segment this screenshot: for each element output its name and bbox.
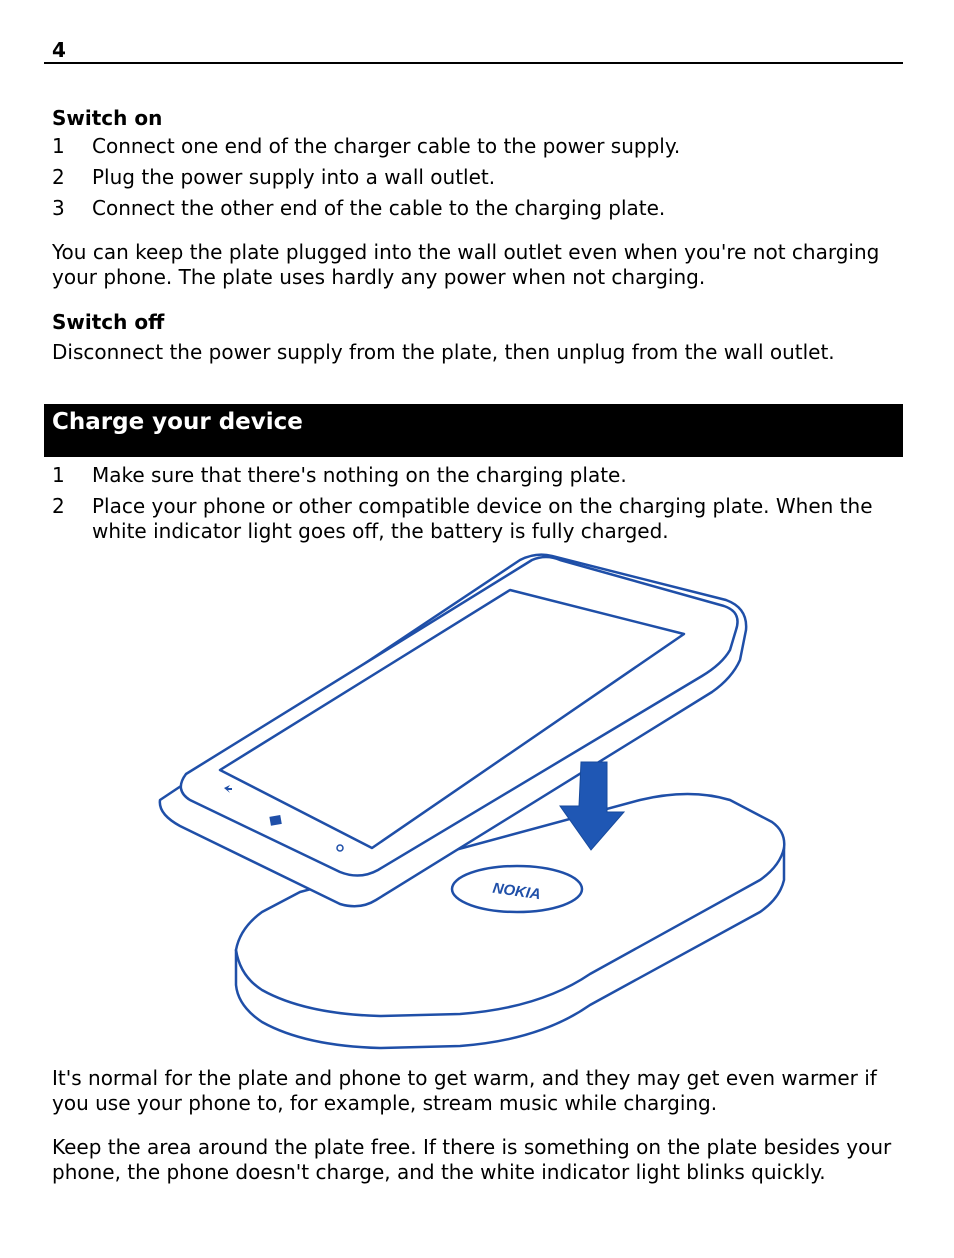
step-number: 2 (52, 494, 65, 518)
step-text: Connect one end of the charger cable to the power supply. (92, 134, 681, 158)
nokia-logo-text: NOKIA (491, 879, 542, 904)
step-number: 1 (52, 463, 65, 487)
step-text: Place your phone or other compatible device on the charging plate. When the white indicator light goes off, the battery is fully charged. (92, 494, 873, 543)
switch-off-heading: Switch off (52, 310, 165, 334)
step-number: 2 (52, 165, 65, 189)
plate-free-note: Keep the area around the plate free. If there is something on the plate besides your phone, the phone doesn't charge, and the white indicator light blinks quickly. (52, 1135, 892, 1184)
header-rule (44, 62, 903, 64)
switch-on-note: You can keep the plate plugged into the wall outlet even when you're not charging your phone. The plate uses hardly any power when not charging. (52, 240, 880, 289)
step-number: 3 (52, 196, 65, 220)
step-number: 1 (52, 134, 65, 158)
charging-illustration (150, 550, 800, 1060)
section-header-bar (44, 404, 903, 457)
page-number: 4 (52, 38, 66, 62)
windows-icon (269, 815, 281, 826)
warmth-note: It's normal for the plate and phone to get warm, and they may get even warmer if you use your phone to, for example, stream music while charging. (52, 1066, 877, 1115)
switch-off-text: Disconnect the power supply from the plate, then unplug from the wall outlet. (52, 340, 835, 364)
switch-on-heading: Switch on (52, 106, 163, 130)
step-text: Make sure that there's nothing on the charging plate. (92, 463, 627, 487)
step-text: Plug the power supply into a wall outlet. (92, 165, 496, 189)
section-title: Charge your device (52, 409, 303, 435)
step-text: Connect the other end of the cable to the charging plate. (92, 196, 666, 220)
